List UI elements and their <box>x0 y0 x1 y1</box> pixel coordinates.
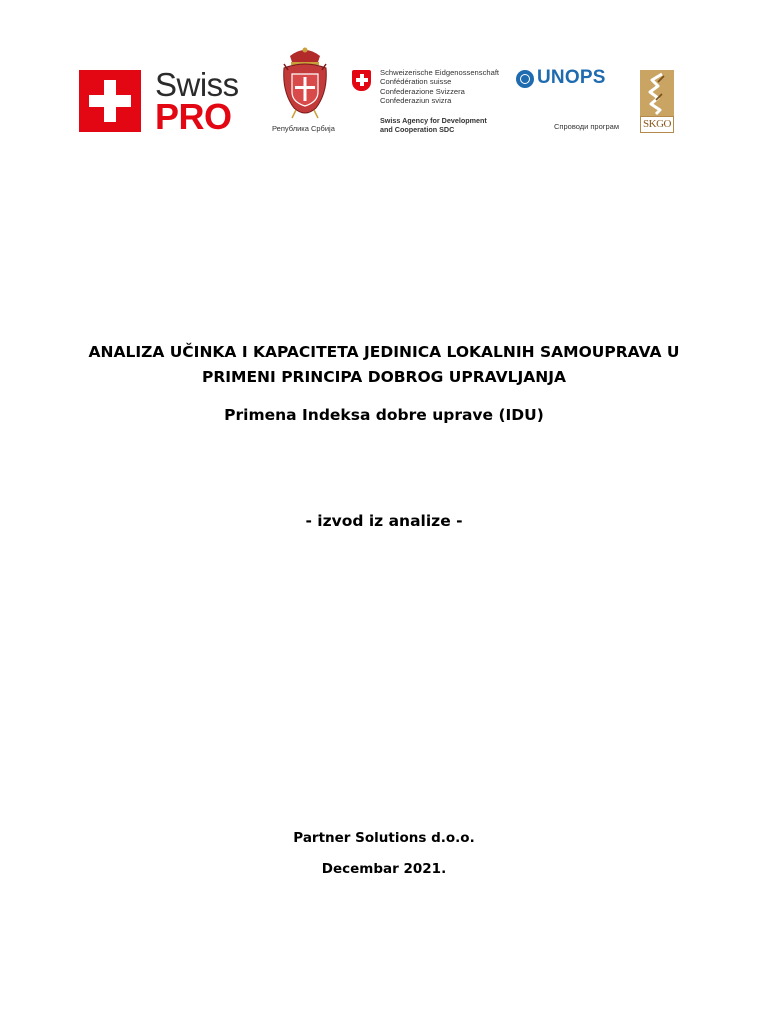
document-title-line-2: PRIMENI PRINCIPA DOBROG UPRAVLJANJA <box>201 368 566 386</box>
skgo-logo <box>640 70 676 134</box>
unops-caption: Спроводи програм <box>554 122 620 131</box>
confederation-name-it: Confederazione Svizzera <box>380 86 465 96</box>
publication-date: Decembar 2021. <box>321 861 447 877</box>
swisspro-word-pro: PRO <box>155 96 232 137</box>
serbia-coat-of-arms-logo <box>272 46 338 136</box>
swiss-confederation-logo <box>352 68 512 138</box>
document-footer <box>0 828 768 890</box>
sdc-agency-name <box>380 116 487 134</box>
document-title <box>40 340 728 390</box>
author: Partner Solutions d.o.o. <box>293 830 475 846</box>
sdc-line-2: and Cooperation SDC <box>380 125 455 135</box>
sdc-line-1: Swiss Agency for Development <box>380 116 487 125</box>
unops-wordmark: UNOPS <box>537 67 606 88</box>
confederation-name-fr: Confédération suisse <box>380 77 452 87</box>
skgo-emblem-icon <box>640 70 674 116</box>
document-title-block <box>40 340 728 426</box>
swisspro-word-swiss: Swiss <box>155 66 239 103</box>
swiss-cross-icon <box>79 70 141 132</box>
un-emblem-icon <box>516 70 534 88</box>
confederation-name-rm: Confederaziun svizra <box>380 96 452 106</box>
skgo-label: SKGO <box>640 116 674 133</box>
logo-bar <box>0 0 768 150</box>
serbia-coat-of-arms-icon <box>282 46 328 122</box>
swisspro-logo <box>79 66 251 137</box>
swiss-shield-icon <box>352 70 371 91</box>
confederation-name-de: Schweizerische Eidgenossenschaft <box>380 68 500 77</box>
confederation-names <box>380 68 499 106</box>
unops-logo <box>516 66 626 136</box>
document-title-line-1: ANALIZA UČINKA I KAPACITETA JEDINICA LOKALNIH SAMOUPRAVA U <box>88 343 680 361</box>
excerpt-label: - izvod iz analize - <box>305 512 463 530</box>
document-subtitle: Primena Indeksa dobre uprave (IDU) <box>224 406 544 424</box>
serbia-caption: Република Србија <box>272 124 335 133</box>
